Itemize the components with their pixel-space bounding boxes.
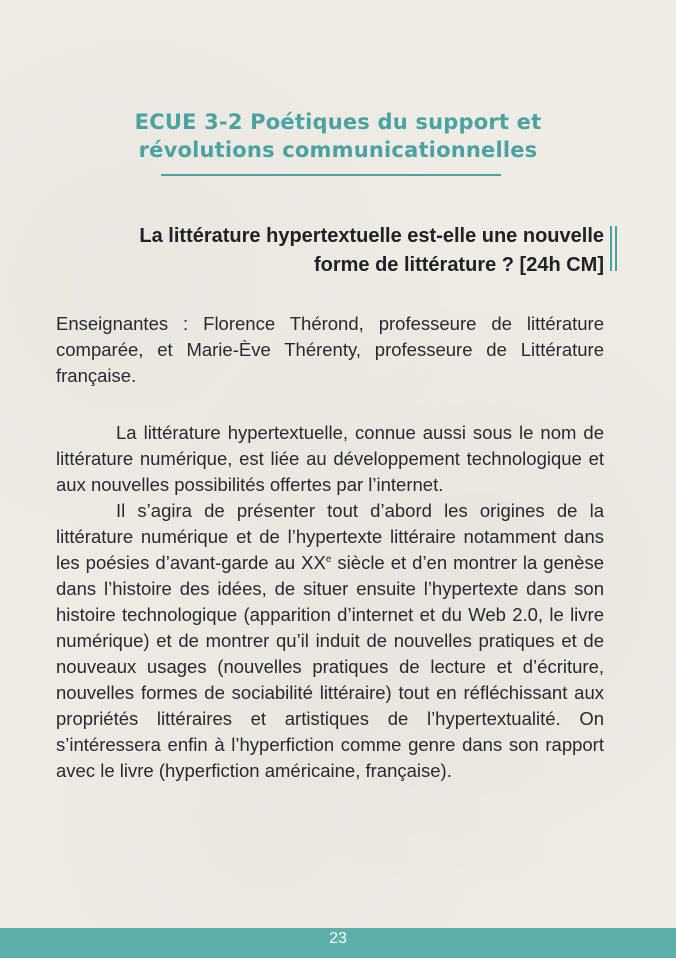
course-heading-line-1: La littérature hypertextuelle est-elle une nouvelle xyxy=(139,225,604,247)
paragraph-2-text-after: siècle et d’en montrer la genèse dans l’histoire des idées, de situer ensuite l’hypertexte dans son histoire technologique (apparition d’internet et du Web 2.0, le livre numérique) et de montrer qu’il induit de nouvelles pratiques et de nouveaux usages (nouvelles pratiques de lecture et d’écriture, nouvelles formes de sociabilité littéraire) tout en réfléchissant aux propriétés littéraires et artistiques de l’hypertextualité. On s’intéressera enfin à l’hyperfiction comme genre dans son rapport avec le livre (hyperfiction américaine, française). xyxy=(56,552,604,781)
century-superscript: e xyxy=(325,553,332,565)
heading-accent-bar-left xyxy=(610,226,612,271)
ecue-title-line-1: ECUE 3-2 Poétiques du support et xyxy=(134,110,542,134)
section-header xyxy=(0,108,676,164)
teachers-paragraph: Enseignantes : Florence Thérond, professeure de littérature comparée, et Marie-Ève Thérenty, professeure de Littérature française. xyxy=(56,313,604,386)
page-number: 23 xyxy=(329,930,347,947)
title-underline-divider xyxy=(161,174,501,176)
description-paragraph-2 xyxy=(56,498,604,784)
course-heading-line-2: forme de littérature ? [24h CM] xyxy=(313,254,604,276)
ecue-title-line-2: révolutions communicationnelles xyxy=(138,138,538,162)
heading-accent-bar-right xyxy=(615,226,617,271)
paragraph-2-text-before: Il s’agira de présenter tout d’abord les origines de la littérature numérique et de l’hypertexte littéraire notamment dans les poésies d’avant-garde au XX xyxy=(56,500,604,573)
ecue-title xyxy=(0,108,676,164)
description-paragraph-1: La littérature hypertextuelle, connue aussi sous le nom de littérature numérique, est liée au développement technologique et aux nouvelles possibilités offertes par l’internet. xyxy=(56,422,604,495)
course-description xyxy=(56,420,604,784)
course-heading xyxy=(56,222,604,280)
